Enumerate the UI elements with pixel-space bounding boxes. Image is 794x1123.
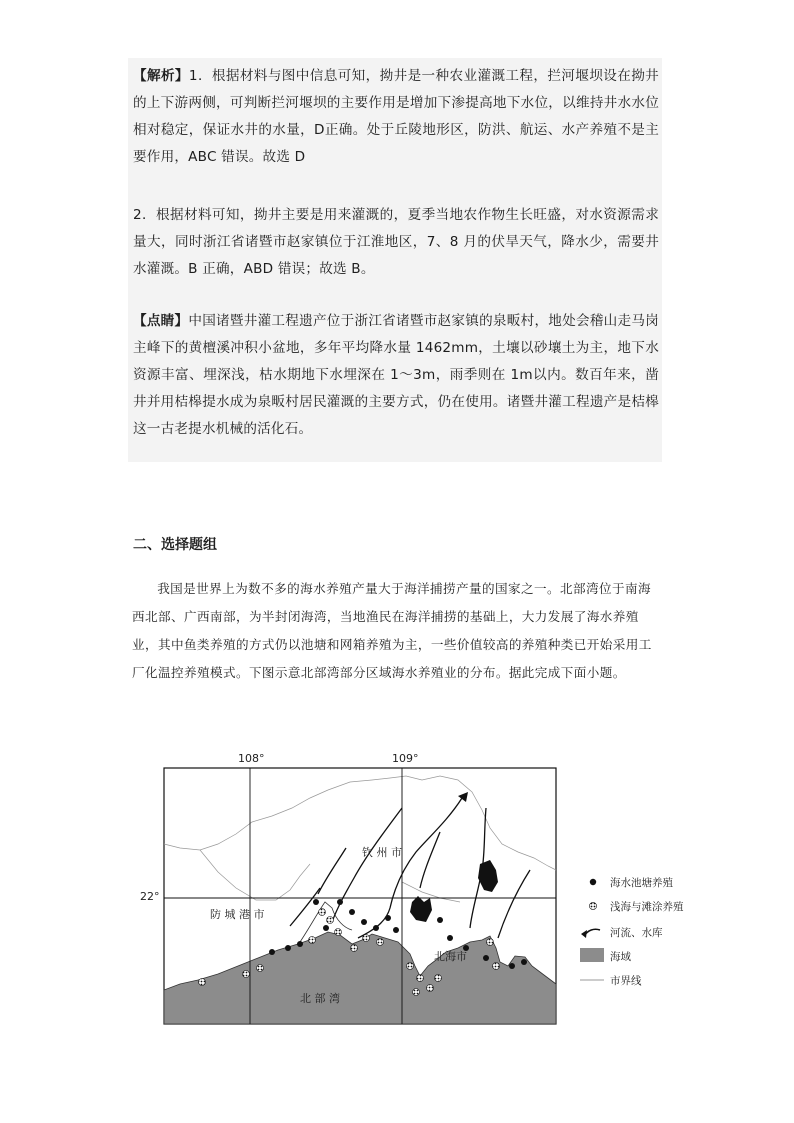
highlight-tag: 【点睛】: [133, 313, 189, 329]
legend-sea-label: 海域: [610, 951, 631, 963]
gulf-label: 北 部 湾: [300, 992, 340, 1005]
legend-river-label: 河流、水库: [610, 927, 663, 939]
longitude-label-109: 109°: [392, 752, 419, 765]
analysis-paragraph-1: [133, 63, 659, 171]
highlight-paragraph: [133, 308, 659, 443]
legend-pond-symbol: [590, 879, 596, 885]
legend-shallow-symbol: [589, 902, 596, 909]
highlight-text: 中国诸暨井灌工程遗产位于浙江省诸暨市赵家镇的泉畈村，地处会稽山走马岗主峰下的黄檀溪冲积小盆地，多年平均降水量 1462mm，土壤以砂壤土为主，地下水资源丰富、埋深浅，枯水期地下水埋深在 1～3m，雨季则在 1m以内。数百年来，凿井并用桔槔提水成为泉畈村居民灌溉的主要方式，仍在使用。诸暨井灌工程遗产是桔槔这一古老提水机械的活化石。: [133, 313, 659, 437]
legend-river-head: [581, 930, 587, 938]
beihai-label: 北海市: [434, 950, 467, 963]
legend-sea-symbol: [580, 948, 604, 962]
legend-boundary-label: 市界线: [610, 975, 642, 987]
map-drawing: [140, 752, 660, 1032]
legend-pond-label: 海水池塘养殖: [610, 877, 673, 889]
analysis-tag: 【解析】: [133, 68, 189, 84]
qinzhou-label: 钦 州 市: [362, 846, 402, 859]
fangchenggang-label: 防 城 港 市: [210, 908, 265, 921]
map-figure: [140, 752, 684, 1032]
latitude-label-22: 22°: [140, 890, 160, 903]
analysis-paragraph-2: 2．根据材料可知，拗井主要是用来灌溉的，夏季当地农作物生长旺盛，对水资源需求量大，同时浙江省诸暨市赵家镇位于江淮地区，7、8 月的伏旱天气，降水少，需要井水灌溉。B 正确，ABD 错误；故选 B。: [133, 207, 659, 277]
analysis-text-1: 1．根据材料与图中信息可知，拗井是一种农业灌溉工程，拦河堰坝设在拗井的上下游两侧，可判断拦河堰坝的主要作用是增加下渗提高地下水位，以维持井水水位相对稳定，保证水井的水量，D正确。处于丘陵地形区，防洪、航运、水产养殖不是主要作用，ABC 错误。故选 D: [133, 68, 659, 165]
question-stem: 我国是世界上为数不多的海水养殖产量大于海洋捕捞产量的国家之一。北部湾位于南海西北部、广西南部，为半封闭海湾，当地渔民在海洋捕捞的基础上，大力发展了海水养殖业，其中鱼类养殖的方式仍以池塘和网箱养殖为主，一些价值较高的养殖种类已开始采用工厂化温控养殖模式。下图示意北部湾部分区域海水养殖业的分布。据此完成下面小题。: [132, 581, 652, 680]
longitude-label-108: 108°: [238, 752, 265, 765]
section-title: 二、选择题组: [133, 537, 217, 553]
legend-shallow-label: 浅海与滩涂养殖: [610, 901, 684, 913]
